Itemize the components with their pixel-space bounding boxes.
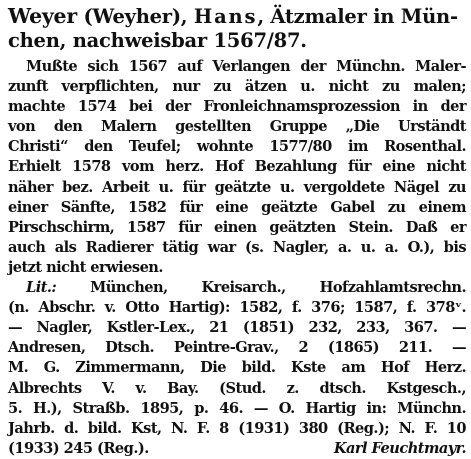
literature-line: Albrechts V. v. Bay. (Stud. z. dtsch. Kstgesch., [8,379,466,397]
entry-heading-rest-1: , Ätzmaler in Mün- [257,5,458,28]
literature-line-1-text: München, Kreisarch., Hofzahlamtsrechn. [56,279,466,297]
body-line: einer Sänfte, 1582 für eine geätzte Gabel zu einem [8,198,466,216]
literature-line: — Nagler, Kstler-Lex., 21 (1851) 232, 233, 367. — [8,319,466,337]
body-line: zunft verpflichten, nur zu ätzen u. nicht zu malen; [8,78,466,96]
literature-line: M. G. Zimmermann, Die bild. Kste am Hof Herz. [8,359,466,377]
entry-surname: Weyer [8,4,77,28]
body-line: näher bez. Arbeit u. für geätzte u. vergoldete Nägel zu [8,178,466,196]
body-line: jetzt nicht erwiesen. [8,258,163,276]
body-line: Erhielt 1578 vom herz. Hof Bezahlung für eine nicht [8,158,466,176]
entry-heading-line-2 [8,29,466,53]
literature-line: 5. H.), Straßb. 1895, p. 46. — O. Hartig in: Münchn. [8,399,466,417]
body-line: Christi“ den Teufel; wohnte 1577/80 im Rosenthal. [8,138,466,156]
author-signature: Karl Feuchtmayr. [333,439,466,457]
literature-line: Jahrb. d. bild. Kst, N. F. 8 (1931) 380 (Reg.); N. F. 10 [8,419,466,437]
entry-heading [8,4,466,29]
body-line: Mußte sich 1567 auf Verlangen der Münchn. Maler- [26,58,466,75]
lexicon-entry [8,4,466,459]
body-line: auch als Radierer tätig war (s. Nagler, a. u. a. O.), bis [8,238,466,256]
body-line: von den Malern gestellten Gruppe „Die Urständt [8,118,466,136]
entry-heading-rest-2: chen, nachweisbar 1567/87. [8,29,307,52]
entry-name-variant: (Weyher), [76,5,194,28]
literature-line: (n. Abschr. v. Otto Hartig): 1582, f. 376; 1587, f. 378ᵛ. [8,299,466,317]
literature-last-line [8,439,466,459]
entry-given-name: Hans [193,5,258,28]
literature-label: Lit.: [26,279,57,297]
literature-line: Andresen, Dtsch. Peintre-Grav., 2 (1865) 211. — [8,339,466,357]
body-line: Pirschschirm, 1587 für einen geätzten Stein. Daß er [8,218,466,236]
literature-last-text: (1933) 245 (Reg.). [8,439,149,457]
entry-body [8,57,466,459]
literature-line [8,278,466,298]
body-line: machte 1574 bei der Fronleichnamsprozession in der [8,98,466,116]
